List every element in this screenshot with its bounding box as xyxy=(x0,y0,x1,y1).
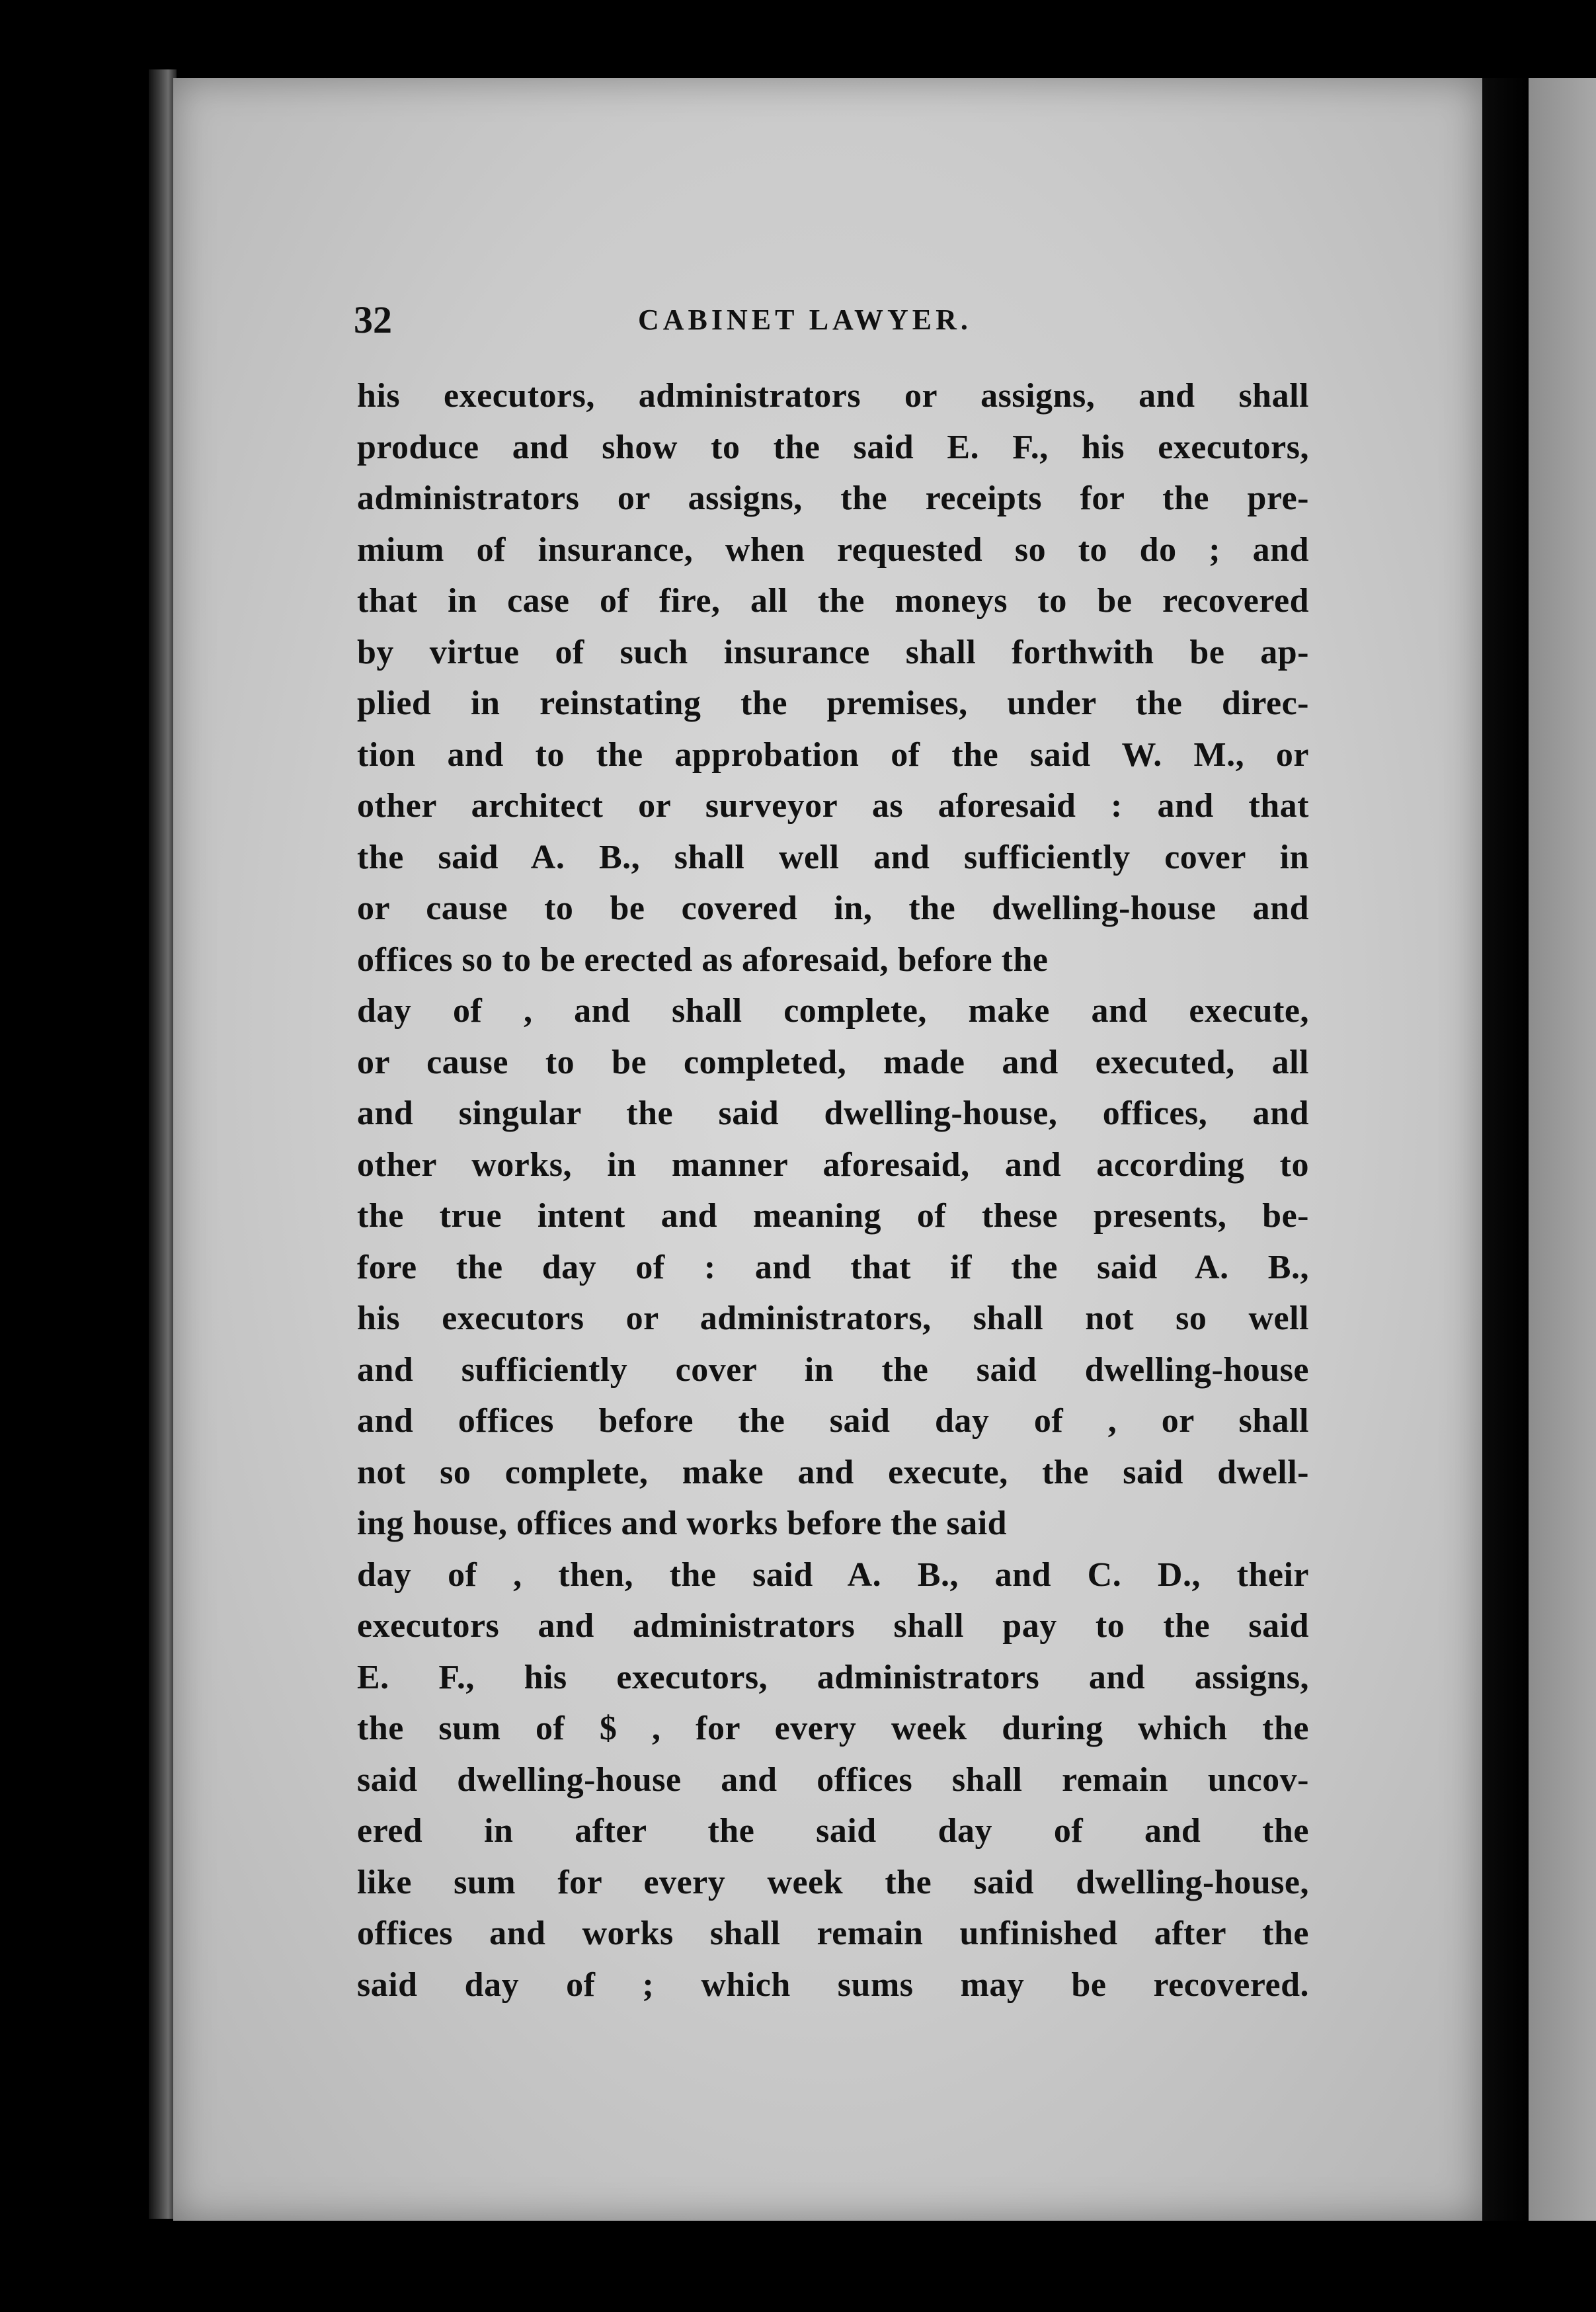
text-line: day of , then, the said A. B., and C. D., their xyxy=(357,1555,1309,1594)
text-line: his executors, administrators or assigns, and shall xyxy=(357,377,1309,415)
text-line: administrators or assigns, the receipts for the pre- xyxy=(357,479,1309,517)
text-line: offices and works shall remain unfinished after the xyxy=(357,1915,1309,1952)
text-line: offices so to be erected as aforesaid, before the xyxy=(357,940,1049,979)
book-left-edge xyxy=(149,69,177,2219)
text-line: said dwelling-house and offices shall remain uncov- xyxy=(357,1760,1309,1799)
text-line: the sum of $ , for every week during which the xyxy=(357,1710,1309,1747)
text-line: that in case of fire, all the moneys to be recovered xyxy=(357,582,1309,620)
text-line: ered in after the said day of and the xyxy=(357,1812,1309,1850)
text-line: other architect or surveyor as aforesaid : and that xyxy=(357,787,1309,825)
text-line: plied in reinstating the premises, under the direc- xyxy=(357,684,1309,722)
text-line: said day of ; which sums may be recovered. xyxy=(357,1965,1309,2004)
text-line: like sum for every week the said dwelling-house, xyxy=(357,1863,1309,1901)
running-title: CABINET LAWYER. xyxy=(638,304,972,336)
text-line: tion and to the approbation of the said W. M., or xyxy=(357,735,1309,774)
text-line: by virtue of such insurance shall forthwith be ap- xyxy=(357,633,1309,671)
text-line: and offices before the said day of , or shall xyxy=(357,1402,1309,1440)
running-head xyxy=(354,298,1372,351)
text-line: the true intent and meaning of these presents, be- xyxy=(357,1197,1309,1235)
text-line: produce and show to the said E. F., his executors, xyxy=(357,428,1309,466)
text-line: or cause to be completed, made and executed, all xyxy=(357,1043,1309,1081)
text-line: or cause to be covered in, the dwelling-house and xyxy=(357,889,1309,927)
text-line: day of , and shall complete, make and execute, xyxy=(357,992,1309,1030)
text-line: not so complete, make and execute, the said dwell- xyxy=(357,1453,1309,1491)
text-line: ing house, offices and works before the said xyxy=(357,1505,1008,1542)
body-text xyxy=(357,370,1309,2010)
facing-page-edge xyxy=(1529,78,1596,2221)
text-line: E. F., his executors, administrators and assigns, xyxy=(357,1658,1309,1696)
text-line: other works, in manner aforesaid, and according to xyxy=(357,1145,1309,1184)
text-line: mium of insurance, when requested so to do ; and xyxy=(357,530,1309,569)
book-gutter xyxy=(1482,78,1529,2221)
text-line: executors and administrators shall pay to the said xyxy=(357,1607,1309,1645)
page-number: 32 xyxy=(354,298,392,341)
text-line: his executors or administrators, shall not so well xyxy=(357,1300,1309,1337)
text-line: and sufficiently cover in the said dwelling-house xyxy=(357,1350,1309,1389)
text-line: fore the day of : and that if the said A. B., xyxy=(357,1248,1309,1286)
text-line: the said A. B., shall well and sufficiently cover in xyxy=(357,838,1309,876)
text-line: and singular the said dwelling-house, offices, and xyxy=(357,1094,1309,1132)
